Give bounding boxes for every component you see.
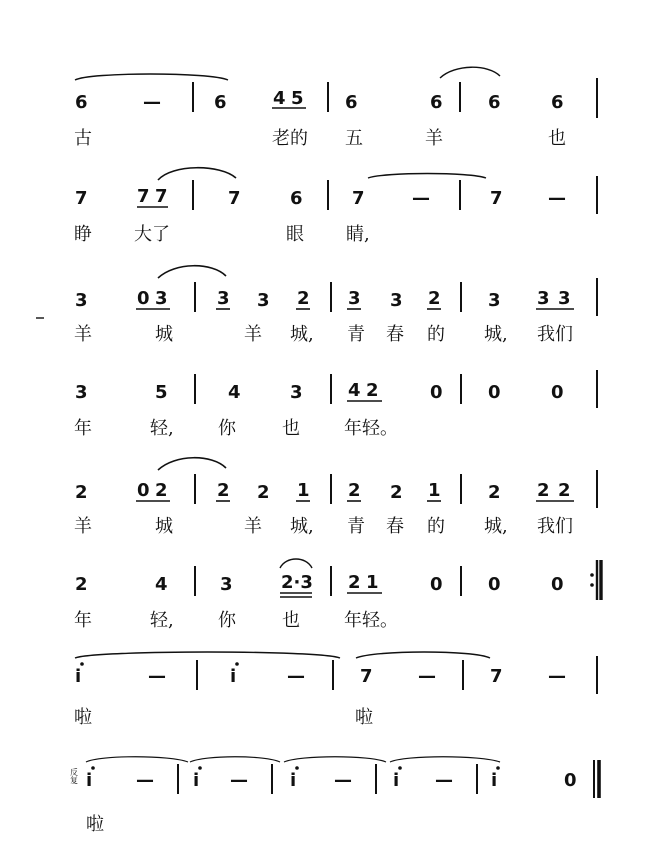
note: 0: [551, 382, 564, 403]
lyric: 春: [386, 324, 404, 345]
lyric: 你: [218, 610, 236, 631]
note: 7: [155, 186, 168, 207]
lyric: 我们: [537, 324, 573, 345]
note: 6: [345, 92, 358, 113]
note: —: [148, 666, 166, 687]
note: 7: [360, 666, 373, 687]
note: 2: [155, 480, 168, 501]
note: 6: [551, 92, 564, 113]
lyric: 城,: [484, 516, 508, 537]
note: 2: [348, 480, 361, 501]
lyric: 睁: [74, 224, 92, 245]
note: —: [230, 770, 248, 791]
note: 2·3: [281, 572, 313, 593]
lyric: 年轻。: [344, 418, 398, 439]
score-row-6: [74, 559, 601, 631]
note: 0: [430, 382, 443, 403]
lyric: 五: [345, 128, 363, 149]
note: 2: [366, 380, 379, 401]
note: 7: [228, 188, 241, 209]
note: —: [287, 666, 305, 687]
note: 4: [348, 380, 361, 401]
note: 6: [290, 188, 303, 209]
note: i: [230, 666, 237, 687]
note: —: [412, 188, 430, 209]
note: 6: [430, 92, 443, 113]
note: 3: [75, 290, 88, 311]
note: 0: [488, 382, 501, 403]
lyric: 的: [427, 324, 445, 345]
note: —: [143, 92, 161, 113]
lyric: 古: [74, 128, 92, 149]
lyric: 城,: [290, 516, 314, 537]
score-row-2: [74, 168, 597, 245]
lyric: 也: [548, 128, 566, 149]
note: i: [75, 666, 82, 687]
score-row-4: [74, 370, 597, 439]
note: 2: [348, 572, 361, 593]
note: i: [491, 770, 498, 791]
note: 4: [155, 574, 168, 595]
score-row-3: [74, 266, 597, 345]
repeat-dot: [590, 573, 594, 577]
lyric: 眼: [286, 224, 304, 245]
note: 3: [558, 288, 571, 309]
note: 3: [537, 288, 550, 309]
note: 0: [137, 288, 150, 309]
note: 5: [291, 88, 304, 109]
lyric: 啦: [86, 814, 104, 835]
lyric: 的: [427, 516, 445, 537]
lyric: 年: [74, 610, 92, 631]
lyric: 羊: [244, 516, 262, 537]
note: 1: [297, 480, 310, 501]
note: —: [548, 666, 566, 687]
note: 7: [490, 666, 503, 687]
lyric: 羊: [244, 324, 262, 345]
score-row-8: [70, 757, 600, 835]
repeat-marking: 反复: [69, 768, 79, 784]
note: 6: [488, 92, 501, 113]
note: 3: [155, 288, 168, 309]
lyric: 城,: [484, 324, 508, 345]
note: 1: [366, 572, 379, 593]
note: i: [393, 770, 400, 791]
score-row-7: [74, 652, 597, 728]
note: 0: [488, 574, 501, 595]
lyric: 啦: [74, 707, 92, 728]
note: 2: [257, 482, 270, 503]
note: 6: [75, 92, 88, 113]
lyric: 青: [347, 516, 365, 537]
lyric: 也: [282, 418, 300, 439]
note: 1: [428, 480, 441, 501]
note: i: [193, 770, 200, 791]
lyric: 睛,: [346, 224, 370, 245]
note: —: [136, 770, 154, 791]
note: 4: [273, 88, 286, 109]
note: 3: [217, 288, 230, 309]
note: 5: [155, 382, 168, 403]
note: 3: [290, 382, 303, 403]
note: —: [334, 770, 352, 791]
note: 2: [537, 480, 550, 501]
note: 3: [257, 290, 270, 311]
note: 7: [137, 186, 150, 207]
score-row-1: [74, 67, 597, 149]
lyric: 老的: [272, 128, 308, 149]
lyric: 我们: [537, 516, 573, 537]
note: 3: [390, 290, 403, 311]
lyric: 大了: [134, 224, 170, 245]
lyric: 城: [155, 324, 173, 345]
note: 2: [390, 482, 403, 503]
note: 0: [564, 770, 577, 791]
lyric: 羊: [74, 324, 92, 345]
lyric: 年: [74, 418, 92, 439]
lyric: 城,: [290, 324, 314, 345]
lyric: 轻,: [150, 418, 174, 439]
note: 0: [137, 480, 150, 501]
lyric: 轻,: [150, 610, 174, 631]
note: 3: [348, 288, 361, 309]
note: 3: [75, 382, 88, 403]
score-row-5: [74, 458, 597, 537]
note: i: [86, 770, 93, 791]
note: 0: [430, 574, 443, 595]
note: 7: [352, 188, 365, 209]
lyric: 青: [347, 324, 365, 345]
note: 7: [490, 188, 503, 209]
lyric: 羊: [425, 128, 443, 149]
note: 2: [558, 480, 571, 501]
repeat-dot: [590, 583, 594, 587]
lyric: 羊: [74, 516, 92, 537]
lyric: 年轻。: [344, 610, 398, 631]
note: 4: [228, 382, 241, 403]
note: 2: [297, 288, 310, 309]
lyric: 春: [386, 516, 404, 537]
lyric: 城: [155, 516, 173, 537]
note: 0: [551, 574, 564, 595]
note: 3: [488, 290, 501, 311]
note: 6: [214, 92, 227, 113]
lyric: 啦: [355, 707, 373, 728]
note: 2: [217, 480, 230, 501]
note: 2: [75, 482, 88, 503]
note: —: [548, 188, 566, 209]
note: i: [290, 770, 297, 791]
note: 7: [75, 188, 88, 209]
note: —: [418, 666, 436, 687]
note: 2: [75, 574, 88, 595]
note: —: [435, 770, 453, 791]
note: 3: [220, 574, 233, 595]
lyric: 也: [282, 610, 300, 631]
lyric: 你: [218, 418, 236, 439]
note: 2: [488, 482, 501, 503]
note: 2: [428, 288, 441, 309]
